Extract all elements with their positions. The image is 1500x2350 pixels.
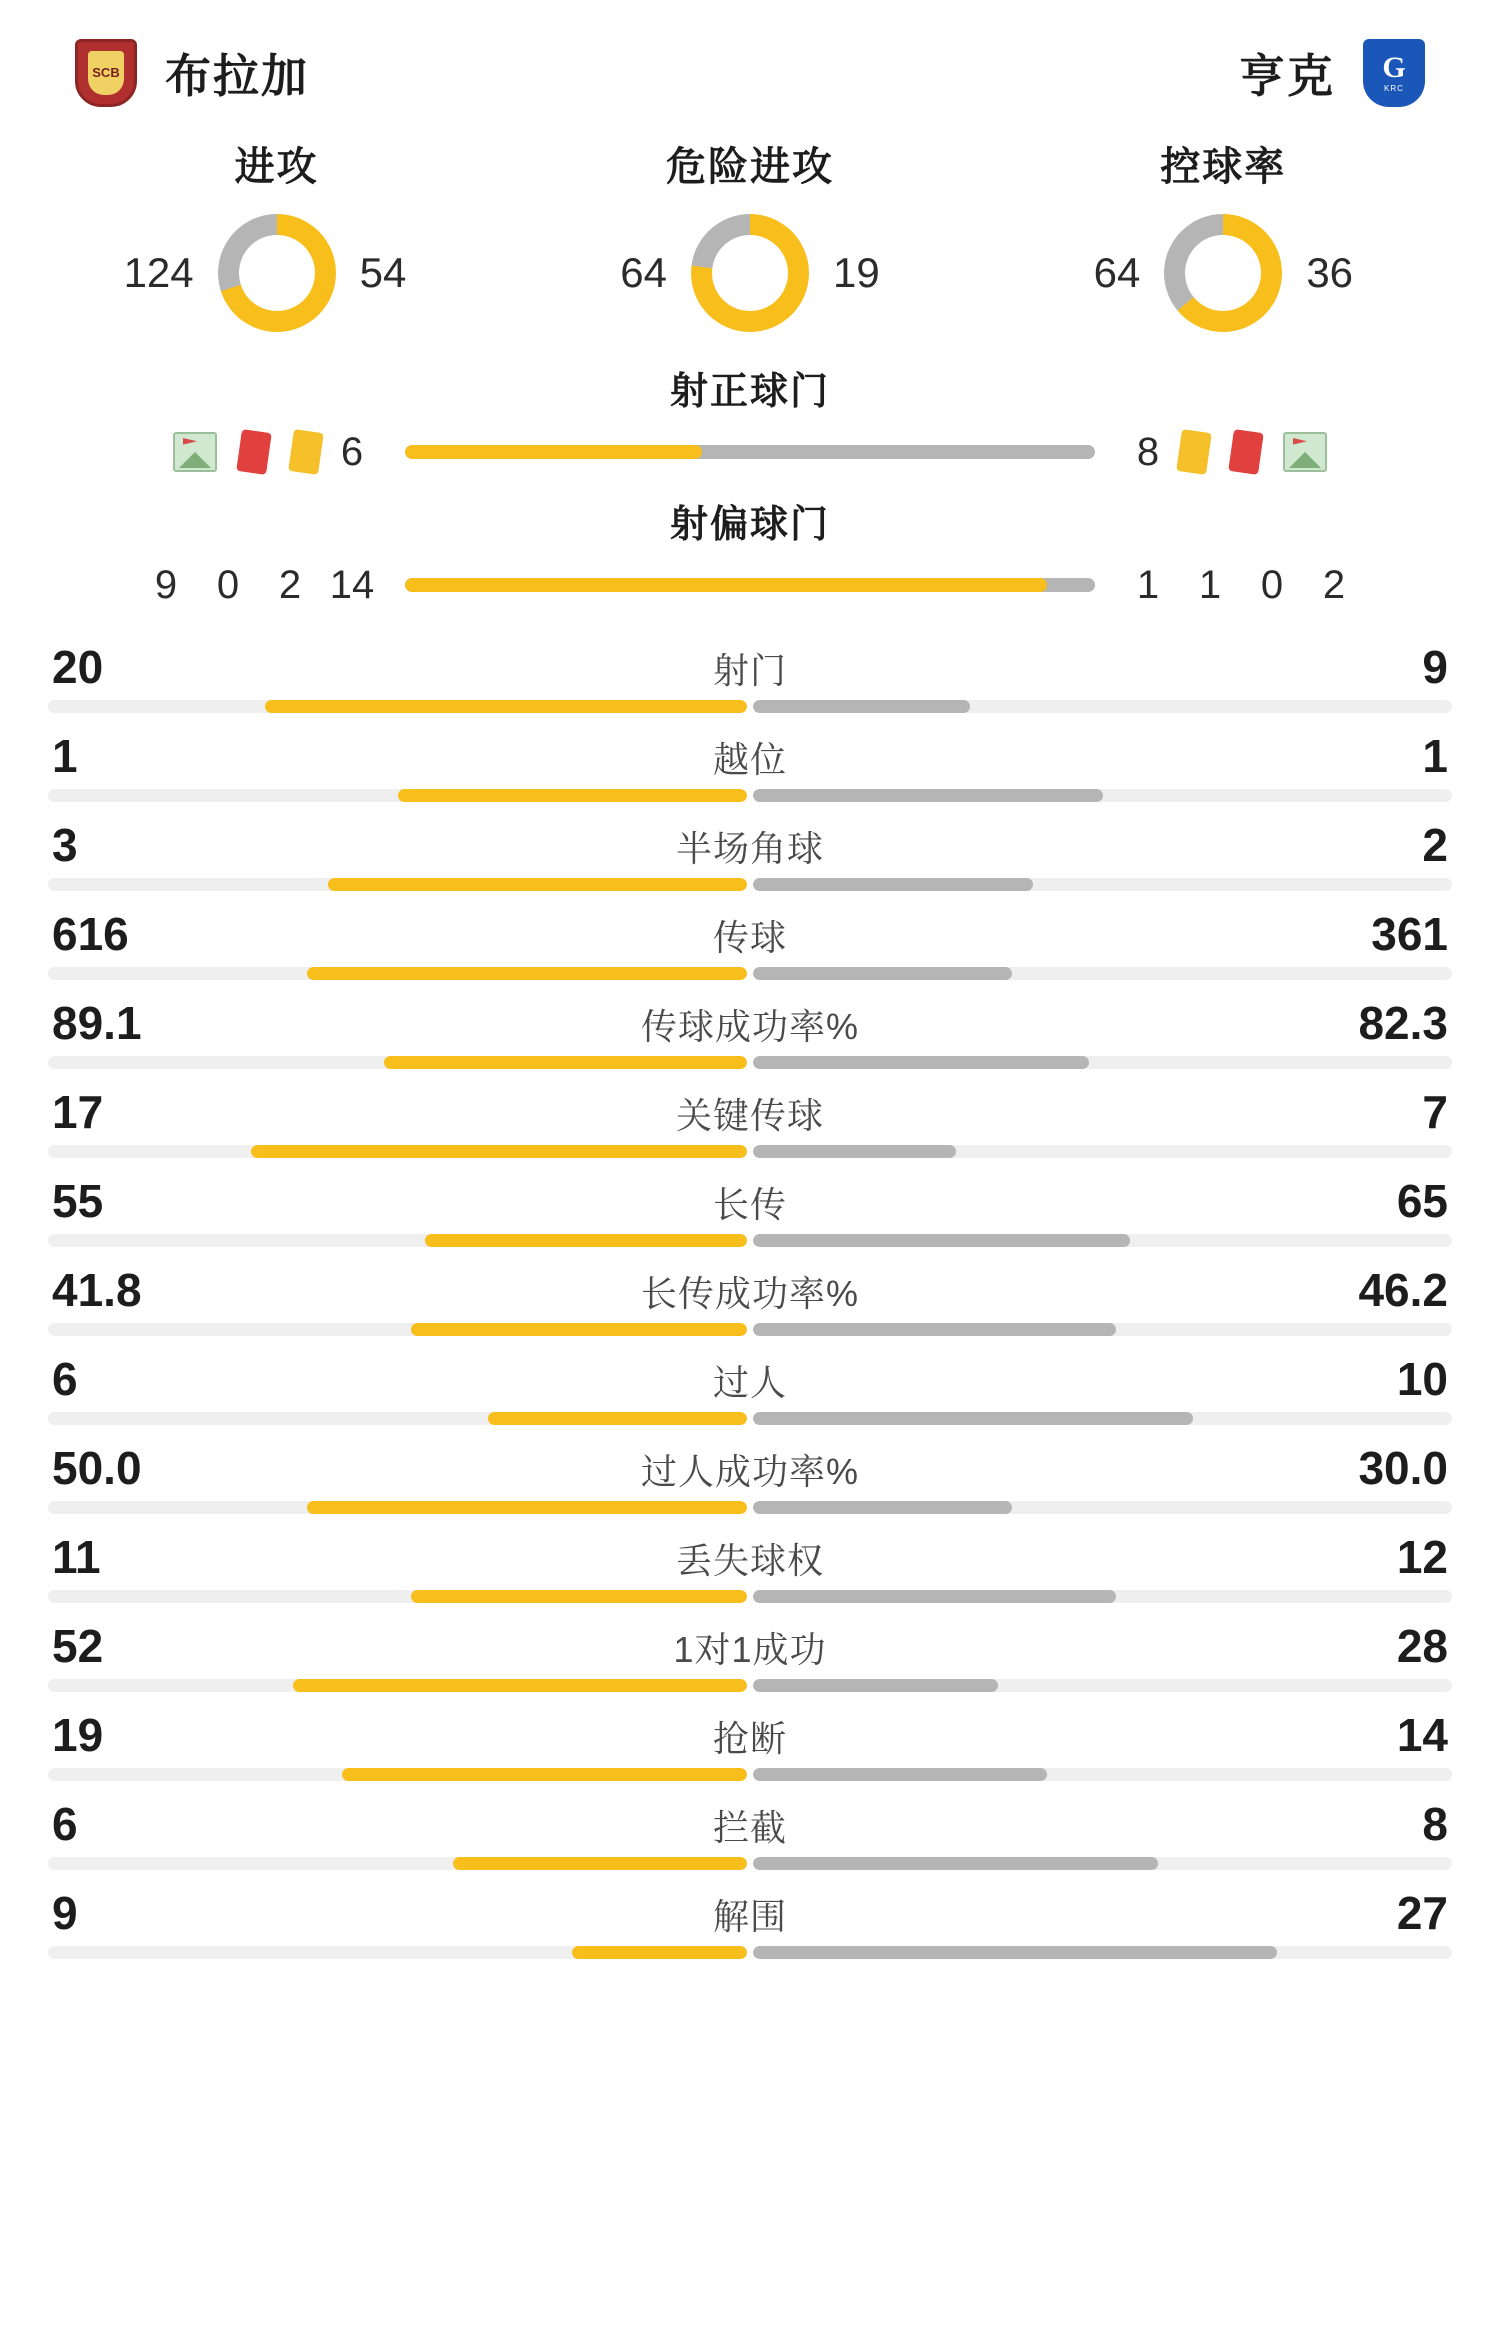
home-team-crest-icon bbox=[75, 39, 137, 107]
home-crest-label: SCB bbox=[88, 51, 124, 95]
home-team[interactable] bbox=[75, 39, 309, 107]
stat-home-bar bbox=[48, 1234, 747, 1247]
stat-away-value: 14 bbox=[1396, 1709, 1448, 1761]
stats-list bbox=[0, 620, 1500, 1993]
stat-away-value: 82.3 bbox=[1358, 997, 1448, 1049]
stat-away-value: 12 bbox=[1396, 1531, 1448, 1583]
stat-away-value: 10 bbox=[1396, 1353, 1448, 1405]
stat-home-value: 41.8 bbox=[52, 1264, 142, 1316]
stat-home-value: 3 bbox=[52, 819, 78, 871]
stat-away-value: 361 bbox=[1371, 908, 1448, 960]
stat-label: 射门 bbox=[712, 650, 787, 691]
stat-away-bar bbox=[753, 1679, 1452, 1692]
stat-away-bar bbox=[753, 1857, 1452, 1870]
stat-home-value: 1 bbox=[52, 730, 78, 782]
stat-away-bar bbox=[753, 1056, 1452, 1069]
donut-title-attacks: 进攻 bbox=[234, 145, 319, 189]
stat-row bbox=[48, 1346, 1452, 1435]
donut-stats bbox=[0, 125, 1500, 344]
stat-away-bar bbox=[753, 1501, 1452, 1514]
home-discipline-icons bbox=[173, 431, 321, 473]
donut-chart-dangerous-attacks bbox=[691, 214, 809, 332]
stat-away-bar bbox=[753, 1323, 1452, 1336]
stat-home-bar bbox=[48, 1679, 747, 1692]
stat-row bbox=[48, 634, 1452, 723]
shots-on-target-away-value: 8 bbox=[1136, 429, 1160, 474]
stat-away-bar bbox=[753, 1590, 1452, 1603]
stat-label: 过人成功率% bbox=[640, 1451, 859, 1492]
home-team-name: 布拉加 bbox=[165, 49, 309, 102]
red-card-icon bbox=[236, 429, 272, 475]
donut-away-value-attacks: 54 bbox=[359, 249, 407, 296]
stat-row bbox=[48, 1791, 1452, 1880]
stat-away-value: 9 bbox=[1422, 641, 1448, 693]
shots-on-target-row bbox=[0, 417, 1500, 487]
stat-row bbox=[48, 1702, 1452, 1791]
stat-row bbox=[48, 812, 1452, 901]
stat-away-bar bbox=[753, 878, 1452, 891]
stat-away-bar bbox=[753, 700, 1452, 713]
home-red-card-count: 0 bbox=[216, 562, 240, 607]
stat-row bbox=[48, 1435, 1452, 1524]
stat-home-value: 9 bbox=[52, 1887, 78, 1939]
shots-off-target-row bbox=[0, 550, 1500, 620]
stat-row bbox=[48, 1613, 1452, 1702]
away-team-name: 亨克 bbox=[1239, 49, 1335, 102]
stat-row bbox=[48, 990, 1452, 1079]
away-team[interactable] bbox=[1239, 39, 1425, 107]
away-yellow-card-count: 1 bbox=[1198, 562, 1222, 607]
stat-row bbox=[48, 901, 1452, 990]
stat-home-value: 55 bbox=[52, 1175, 104, 1227]
stat-row bbox=[48, 723, 1452, 812]
away-red-card-count: 0 bbox=[1260, 562, 1284, 607]
stat-label: 越位 bbox=[712, 739, 787, 780]
shots-on-target-label: 射正球门 bbox=[669, 371, 830, 413]
stat-home-value: 19 bbox=[52, 1709, 104, 1761]
stat-home-bar bbox=[48, 700, 747, 713]
corner-flag-icon bbox=[1283, 432, 1327, 472]
away-crest-letter: G bbox=[1382, 50, 1406, 84]
stat-label: 解围 bbox=[712, 1896, 787, 1937]
stat-row bbox=[48, 1079, 1452, 1168]
stat-label: 半场角球 bbox=[675, 828, 824, 869]
stat-row bbox=[48, 1880, 1452, 1969]
stat-home-bar bbox=[48, 1501, 747, 1514]
shots-off-target-bar bbox=[405, 578, 1095, 592]
stat-home-bar bbox=[48, 1590, 747, 1603]
stat-away-value: 27 bbox=[1396, 1887, 1448, 1939]
stat-home-bar bbox=[48, 1412, 747, 1425]
donut-title-possession: 控球率 bbox=[1160, 145, 1287, 189]
donut-home-value-dangerous-attacks: 64 bbox=[620, 249, 667, 296]
stat-away-bar bbox=[753, 1234, 1452, 1247]
stat-home-bar bbox=[48, 1946, 747, 1959]
stat-home-bar bbox=[48, 967, 747, 980]
stat-away-bar bbox=[753, 1946, 1452, 1959]
red-card-icon bbox=[1228, 429, 1264, 475]
stat-label: 1对1成功 bbox=[673, 1629, 827, 1670]
stat-away-bar bbox=[753, 789, 1452, 802]
stat-home-bar bbox=[48, 789, 747, 802]
donut-block-attacks bbox=[67, 135, 487, 332]
donut-chart-attacks bbox=[218, 214, 336, 332]
stat-home-value: 6 bbox=[52, 1353, 78, 1405]
stat-home-value: 17 bbox=[52, 1086, 104, 1138]
stat-label: 拦截 bbox=[712, 1807, 787, 1848]
away-crest-sub: KRC bbox=[1384, 83, 1404, 93]
stat-row bbox=[48, 1257, 1452, 1346]
stat-home-bar bbox=[48, 1323, 747, 1336]
teams-header bbox=[0, 0, 1500, 125]
stat-home-bar bbox=[48, 1857, 747, 1870]
stat-home-value: 6 bbox=[52, 1798, 78, 1850]
stat-home-bar bbox=[48, 878, 747, 891]
mid-stats-section bbox=[0, 344, 1500, 620]
stat-away-value: 28 bbox=[1396, 1620, 1448, 1672]
yellow-card-icon bbox=[288, 429, 324, 475]
donut-home-value-possession: 64 bbox=[1093, 249, 1141, 296]
shots-off-target-label: 射偏球门 bbox=[669, 504, 830, 546]
stat-label: 丢失球权 bbox=[675, 1540, 824, 1581]
home-yellow-card-count: 2 bbox=[278, 562, 302, 607]
stat-home-bar bbox=[48, 1145, 747, 1158]
stat-home-value: 616 bbox=[52, 908, 129, 960]
stat-away-value: 8 bbox=[1422, 1798, 1448, 1850]
stat-label: 传球 bbox=[712, 917, 787, 958]
stat-label: 抢断 bbox=[712, 1718, 787, 1759]
stat-label: 关键传球 bbox=[675, 1095, 824, 1136]
stat-away-bar bbox=[753, 967, 1452, 980]
away-discipline-icons bbox=[1179, 431, 1327, 473]
shots-on-target-home-value: 6 bbox=[340, 429, 364, 474]
stat-label: 长传 bbox=[712, 1184, 787, 1225]
stat-away-bar bbox=[753, 1145, 1452, 1158]
corner-flag-icon bbox=[173, 432, 217, 472]
stat-home-value: 20 bbox=[52, 641, 104, 693]
stat-away-value: 2 bbox=[1422, 819, 1448, 871]
stat-away-value: 46.2 bbox=[1358, 1264, 1448, 1316]
stat-home-value: 52 bbox=[52, 1620, 104, 1672]
stat-home-value: 11 bbox=[52, 1531, 101, 1583]
stat-home-bar bbox=[48, 1768, 747, 1781]
stat-away-bar bbox=[753, 1768, 1452, 1781]
donut-away-value-dangerous-attacks: 19 bbox=[832, 249, 880, 296]
stat-home-value: 89.1 bbox=[52, 997, 142, 1049]
donut-away-value-possession: 36 bbox=[1306, 249, 1354, 296]
donut-chart-possession bbox=[1164, 214, 1282, 332]
shots-off-target-away-value: 1 bbox=[1136, 562, 1160, 607]
stat-away-value: 30.0 bbox=[1358, 1442, 1448, 1494]
stat-row bbox=[48, 1168, 1452, 1257]
stat-label: 传球成功率% bbox=[640, 1006, 859, 1047]
stat-home-bar bbox=[48, 1056, 747, 1069]
stat-row bbox=[48, 1524, 1452, 1613]
donut-block-dangerous-attacks bbox=[540, 135, 960, 332]
stat-away-value: 7 bbox=[1422, 1086, 1448, 1138]
stat-away-bar bbox=[753, 1412, 1452, 1425]
stat-away-value: 65 bbox=[1396, 1175, 1448, 1227]
away-corner-count: 2 bbox=[1322, 562, 1346, 607]
donut-home-value-attacks: 124 bbox=[123, 249, 194, 296]
away-team-crest-icon bbox=[1363, 39, 1425, 107]
donut-title-dangerous-attacks: 危险进攻 bbox=[665, 145, 834, 189]
donut-block-possession bbox=[1013, 135, 1433, 332]
home-corner-count: 9 bbox=[154, 562, 178, 607]
stat-label: 长传成功率% bbox=[640, 1273, 859, 1314]
shots-on-target-bar bbox=[405, 445, 1095, 459]
shots-off-target-home-value: 14 bbox=[329, 562, 375, 607]
stat-away-value: 1 bbox=[1422, 730, 1448, 782]
stat-label: 过人 bbox=[712, 1362, 787, 1403]
stat-home-value: 50.0 bbox=[52, 1442, 142, 1494]
yellow-card-icon bbox=[1176, 429, 1212, 475]
